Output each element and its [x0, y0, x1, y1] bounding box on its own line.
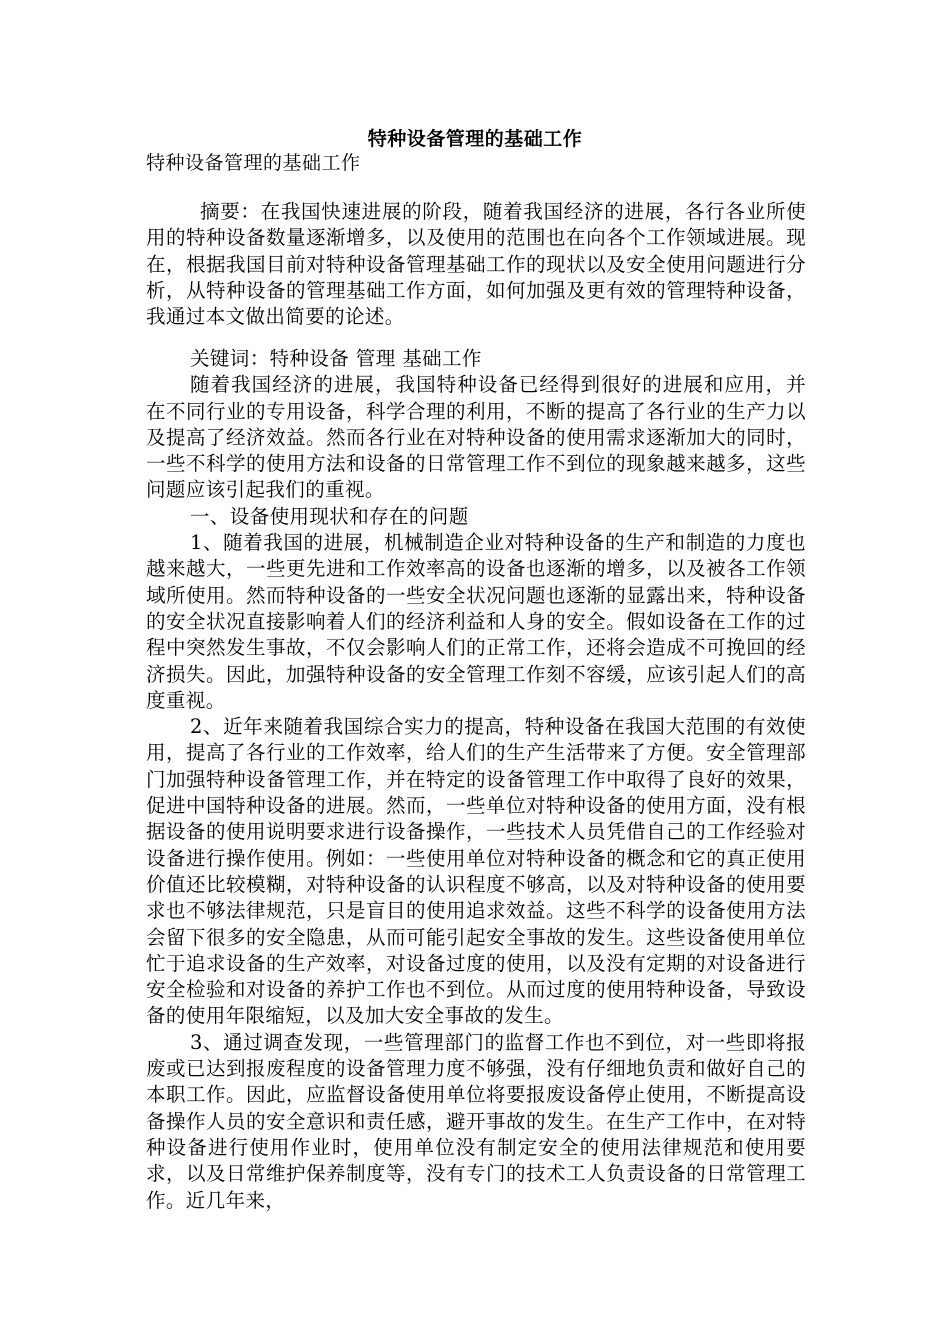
abstract-paragraph: 摘要：在我国快速进展的阶段，随着我国经济的进展，各行各业所使用的特种设备数量逐渐增多，以及使用的范围也在向各个工作领域进展。现在，根据我国目前对特种设备管理基础工作的现状以及安全使用问题进行分析，从特种设备的管理基础工作方面，如何加强及更有效的管理特种设备，我通过本文做出简要的论述。: [146, 200, 806, 329]
document-title: 特种设备管理的基础工作: [367, 128, 583, 150]
point-1-paragraph: 1、随着我国的进展，机械制造企业对特种设备的生产和制造的力度也越来越大，一些更先进和工作效率高的设备也逐渐的增多，以及被各工作领域所使用。然而特种设备的一些安全状况问题也逐渐的显露出来，特种设备的安全状况直接影响着人们的经济利益和人身的安全。假如设备在工作的过程中突然发生事故，不仅会影响人们的正常工作，还将会造成不可挽回的经济损失。因此，加强特种设备的安全管理工作刻不容缓，应该引起人们的高度重视。: [146, 531, 806, 712]
section-heading: 一、设备使用现状和存在的问题: [190, 504, 469, 528]
main-section: [146, 346, 806, 1214]
point-2-paragraph: 2、近年来随着我国综合实力的提高，特种设备在我国大范围的有效使用，提高了各行业的工作效率，给人们的生产生活带来了方便。安全管理部门加强特种设备管理工作，并在特定的设备管理工作中取得了良好的效果，促进中国特种设备的进展。然而，一些单位对特种设备的使用方面，没有根据设备的使用说明要求进行设备操作，一些技术人员凭借自己的工作经验对设备进行操作使用。例如：一些使用单位对特种设备的概念和它的真正使用价值还比较模糊，对特种设备的认识程度不够高，以及对特种设备的使用要求也不够法律规范，只是盲目的使用追求效益。这些不科学的设备使用方法会留下很多的安全隐患，从而可能引起安全事故的发生。这些设备使用单位忙于追求设备的生产效率，对设备过度的使用，以及没有定期的对设备进行安全检验和对设备的养护工作也不到位。从而过度的使用特种设备，导致设备的使用年限缩短，以及加大安全事故的发生。: [146, 715, 806, 1028]
point-3-paragraph: 3、通过调查发现，一些管理部门的监督工作也不到位，对一些即将报废或已达到报废程度的设备管理力度不够强，没有仔细地负责和做好自己的本职工作。因此，应监督设备使用单位将要报废设备停止使用，不断提高设备操作人员的安全意识和责任感，避开事故的发生。在生产工作中，在对特种设备进行使用作业时，使用单位没有制定安全的使用法律规范和使用要求，以及日常维护保养制度等，没有专门的技术工人负责设备的日常管理工作。近几年来，: [146, 1030, 806, 1212]
keywords-line: 关键词：特种设备 管理 基础工作: [190, 347, 482, 370]
abstract-section: [146, 199, 806, 330]
document-subtitle: 特种设备管理的基础工作: [146, 152, 361, 174]
intro-paragraph: 随着我国经济的进展，我国特种设备已经得到很好的进展和应用，并在不同行业的专用设备，科学合理的利用，不断的提高了各行业的生产力以及提高了经济效益。然而各行业在对特种设备的使用需求逐渐加大的同时，一些不科学的使用方法和设备的日常管理工作不到位的现象越来越多，这些问题应该引起我们的重视。: [146, 373, 806, 502]
